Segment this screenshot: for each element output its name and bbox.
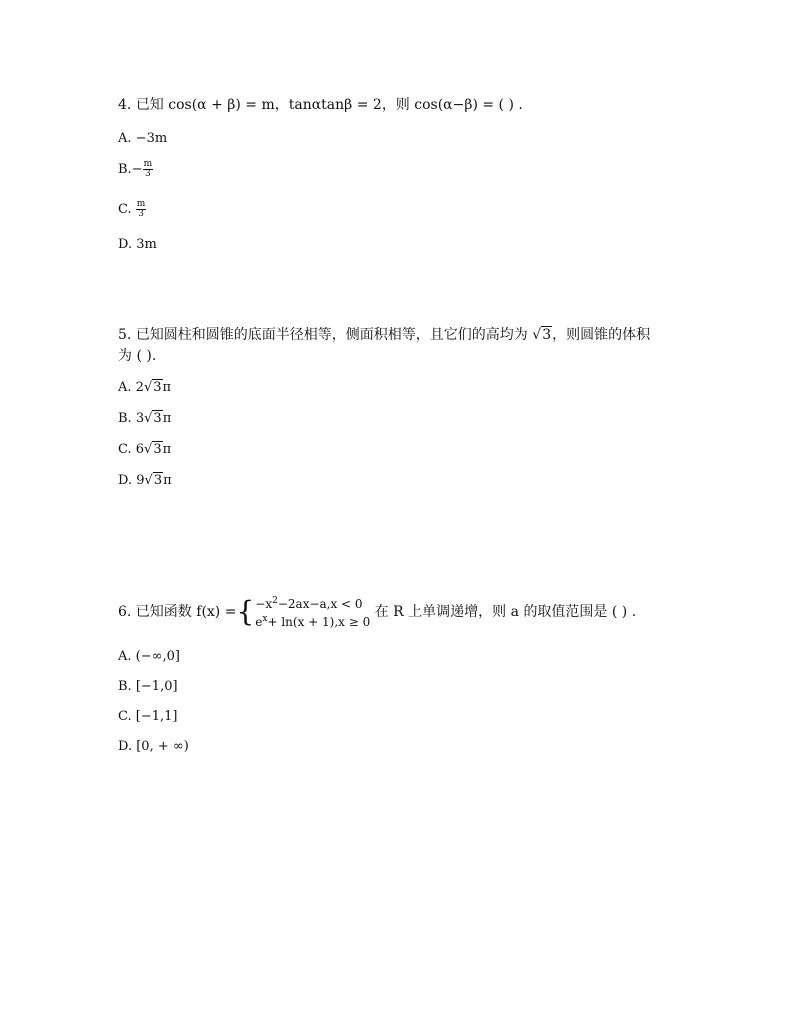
brace-icon: {	[236, 595, 255, 628]
question-6-option-c[interactable]: C. [−1,1]	[118, 709, 178, 724]
question-number: 6.	[118, 604, 132, 620]
question-6-option-d[interactable]: D. [0, + ∞)	[118, 739, 189, 754]
fraction: $\frac{m}{3}$	[136, 199, 146, 219]
question-5-option-a[interactable]: A. 2√3π	[118, 380, 172, 395]
question-number: 5.	[118, 327, 132, 343]
question-number: 4.	[118, 97, 132, 113]
question-5-option-d[interactable]: D. 9√3π	[118, 473, 172, 488]
question-4-option-c[interactable]: C. $\frac{m}{3}$	[118, 199, 146, 219]
question-6-option-a[interactable]: A. (−∞,0]	[118, 649, 180, 664]
question-4-option-a[interactable]: A. −3m	[118, 131, 168, 146]
sqrt-icon: √3	[144, 442, 162, 457]
question-6-stem: 6. 已知函数 f(x) ={ $-x^2-2ax-a,x < 0$ $e^x+ \ln(x + 1),x \ge 0$ 在 R 上单调递增，则 a 的取值范围是 ( ) .	[118, 595, 637, 629]
question-5-stem-line-2: 为 ( ).	[118, 348, 157, 364]
question-5-stem-line-1: 5. 已知圆柱和圆锥的底面半径相等，侧面积相等，且它们的高均为 √3，则圆锥的体积	[118, 327, 651, 343]
question-4-option-b[interactable]: B.− $\frac{m}{3}$	[118, 159, 153, 179]
fraction: $\frac{m}{3}$	[143, 159, 153, 179]
piecewise-cases: $-x^2-2ax-a,x < 0$ $e^x+ \ln(x + 1),x \ge 0$	[255, 596, 371, 629]
question-6-option-b[interactable]: B. [−1,0]	[118, 679, 178, 694]
question-4-option-d[interactable]: D. 3m	[118, 237, 157, 252]
sqrt-icon: √3	[143, 380, 162, 395]
sqrt-icon: √3	[532, 327, 552, 343]
sqrt-icon: √3	[144, 411, 162, 426]
question-5-option-c[interactable]: C. 6√3π	[118, 442, 172, 457]
question-5-option-b[interactable]: B. 3√3π	[118, 411, 172, 426]
question-4-stem: 4. 已知 cos(α + β) = m，tanαtanβ = 2，则 cos(α−β) = ( ) .	[118, 97, 523, 113]
sqrt-icon: √3	[144, 473, 163, 488]
